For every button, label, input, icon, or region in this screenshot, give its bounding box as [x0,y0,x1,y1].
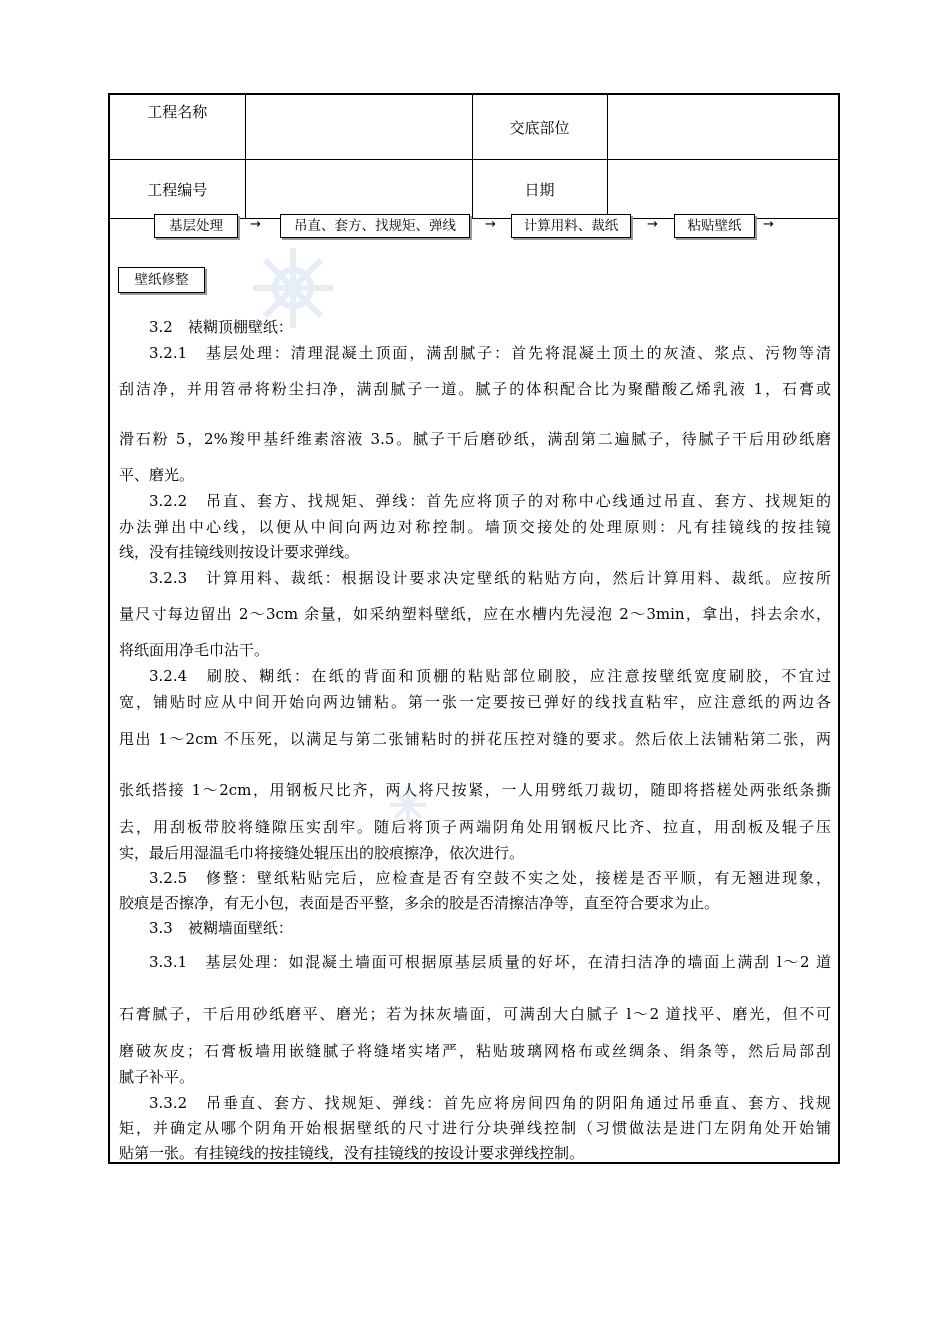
text-line: 腻子补平。 [119,1068,195,1086]
flow-arrow-4: → [763,217,774,232]
flow-step-paste-wallpaper: 粘贴壁纸 [674,214,755,238]
text-line: 量尺寸每边留出 2～3cm 余量，如采纳塑料壁纸，应在水槽内先浸泡 2～3min，拿出，抖去余水， [119,605,831,623]
text-line: 石膏腻子，干后用砂纸磨平、磨光；若为抹灰墙面，可满刮大白腻子 l～2 道找平、磨光，但不可 [119,1005,831,1023]
text-line: 刮洁净，并用笤帚将粉尘扫净，满刮腻子一道。腻子的体积配合比为聚醋酸乙烯乳液 1，石膏或 [119,380,831,398]
project-no-value[interactable] [245,160,472,219]
text-line: 3.3.1 基层处理：如混凝土墙面可根据原基层质量的好坏，在清扫洁净的墙面上满刮 l～2 道 [149,953,831,971]
project-name-label: 工程名称 [110,95,245,160]
text-line: 3.3.2 吊垂直、套方、找规矩、弹线：首先应将房间四角的阴阳角通过吊垂直、套方、找规 [149,1094,831,1112]
text-line: 线，没有挂镜线则按设计要求弹线。 [119,543,360,561]
heading-3-3: 3.3 被糊墙面壁纸： [149,919,293,937]
project-no-label: 工程编号 [110,160,245,219]
text-line: 3.2.2 吊直、套方、找规矩、弹线：首先应将顶子的对称中心线通过吊直、套方、找规矩的 [149,492,831,510]
flow-arrow-1: → [250,217,261,232]
flow-step-calc-cut: 计算用料、裁纸 [511,214,631,238]
flow-arrow-3: → [647,217,658,232]
text-line: 3.2.4 刷胶、糊纸：在纸的背面和顶棚的粘贴部位刷胶，应注意按壁纸宽度刷胶，不宜过 [149,667,831,685]
text-line: 将纸面用净毛巾沾干。 [119,641,270,659]
flow-step-base-treatment: 基层处理 [154,214,238,238]
flow-step-plumb-square-line: 吊直、套方、找规矩、弹线 [280,214,470,238]
text-line: 办法弹出中心线，以便从中间向两边对称控制。墙顶交接处的处理原则：凡有挂镜线的按挂镜 [119,518,831,536]
header-table [110,95,838,219]
text-line: 甩出 1～2cm 不压死，以满足与第二张铺粘时的拼花压控对缝的要求。然后依上法铺粘第二张，两 [119,730,831,748]
text-line: 矩，并确定从哪个阴角开始根据壁纸的尺寸进行分块弹线控制（习惯做法是进门左阴角处开始铺 [119,1119,831,1137]
text-line: 3.2.3 计算用料、裁纸：根据设计要求决定壁纸的粘贴方向，然后计算用料、裁纸。应按所 [149,569,831,587]
flow-arrow-2: → [485,217,496,232]
flow-step-trim-wallpaper: 壁纸修整 [118,267,205,293]
handover-part-label: 交底部位 [472,95,607,160]
heading-3-2: 3.2 裱糊顶棚壁纸： [149,318,293,336]
text-line: 实，最后用湿温毛巾将接缝处辊压出的胶痕擦净，依次进行。 [119,844,525,862]
text-line: 磨破灰皮；石膏板墙用嵌缝腻子将缝堵实堵严，粘贴玻璃网格布或丝绸条、绢条等，然后局部刮 [119,1042,831,1060]
text-line: 滑石粉 5，2%羧甲基纤维素溶液 3.5。腻子干后磨砂纸，满刮第二遍腻子，待腻子干后用砂纸磨 [119,430,831,448]
text-line: 3.2.1 基层处理：清理混凝土顶面，满刮腻子：首先将混凝土顶土的灰渣、浆点、污物等清 [149,344,831,362]
disclosure-form [108,93,840,1164]
date-value[interactable] [607,160,838,219]
date-label: 日期 [472,160,607,219]
text-line: 胶痕是否擦净，有无小包，表面是否平整，多余的胶是否清擦洁净等，直至符合要求为止。 [119,894,720,912]
project-name-value[interactable] [245,95,472,160]
text-line: 3.2.5 修整：壁纸粘贴完后，应检查是否有空鼓不实之处，接槎是否平顺，有无翘进现象， [149,869,831,887]
text-line: 张纸搭接 1～2cm，用钢板尺比齐，两人将尺按紧，一人用劈纸刀裁切，随即将搭槎处两张纸条撕 [119,781,831,799]
text-line: 贴第一张。有挂镜线的按挂镜线，没有挂镜线的按设计要求弹线控制。 [119,1144,585,1162]
handover-part-value[interactable] [607,95,838,160]
text-line: 平、磨光。 [119,466,195,484]
text-line: 宽，铺贴时应从中间开始向两边铺粘。第一张一定要按已弹好的线找直粘牢，应注意纸的两边各 [119,693,831,711]
text-line: 去，用刮板带胶将缝隙压实刮牢。随后将顶子两端阴角处用钢板尺比齐、拉直，用刮板及辊子压 [119,818,831,836]
